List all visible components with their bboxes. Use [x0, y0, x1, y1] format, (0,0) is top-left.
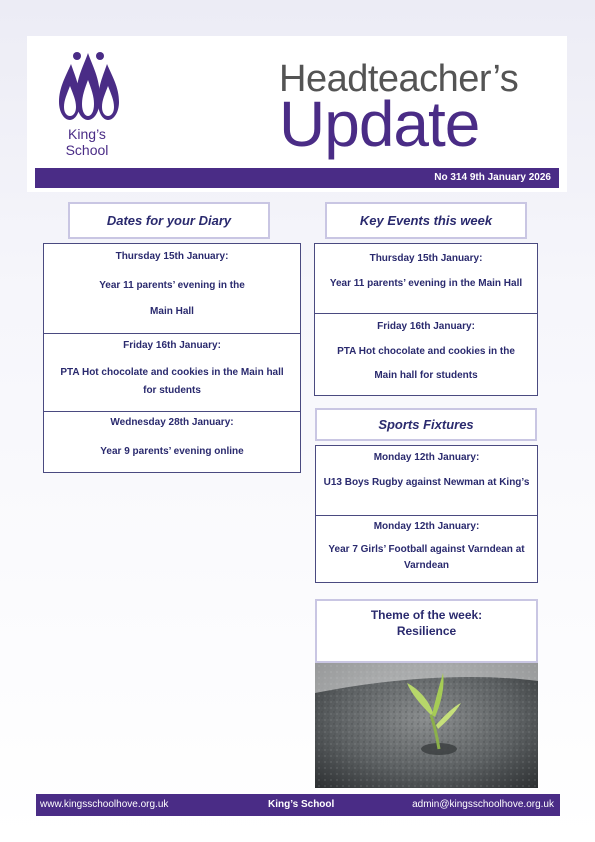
theme-value: Resilience	[396, 624, 457, 638]
school-name	[51, 126, 123, 158]
key-events-panel	[314, 243, 538, 396]
sports-panel	[315, 445, 538, 583]
item-text: for students	[143, 385, 201, 396]
item-date: Friday 16th January:	[377, 321, 475, 332]
item-text: Year 9 parents’ evening online	[100, 446, 244, 457]
theme-heading: Theme of the week:	[370, 608, 483, 622]
school-name-line1: King’s	[68, 126, 106, 142]
item-text: Year 11 parents’ evening in the Main Hall	[329, 278, 523, 289]
list-item	[316, 516, 537, 583]
item-text: U13 Boys Rugby against Newman at King’s	[323, 477, 530, 488]
footer-school-name: King’s School	[268, 799, 335, 810]
item-date: Monday 12th January:	[373, 452, 480, 463]
resilience-sprout-photo	[315, 663, 538, 788]
item-text: PTA Hot chocolate and cookies in the Main hall	[60, 367, 284, 378]
newsletter-title-top: Headteacher’s	[279, 58, 519, 100]
diary-section-title: Dates for your Diary	[68, 202, 270, 239]
item-date: Monday 12th January:	[373, 521, 480, 532]
key-events-section-title: Key Events this week	[325, 202, 527, 239]
diary-panel	[43, 243, 301, 473]
footer-email-link[interactable]: admin@kingsschoolhove.org.uk	[412, 799, 554, 810]
item-text: Main hall for students	[374, 370, 478, 381]
list-item	[44, 244, 300, 334]
issue-bar: No 314 9th January 2026	[35, 168, 559, 188]
list-item	[315, 244, 537, 314]
item-text: Main Hall	[150, 306, 194, 317]
theme-of-week-box	[315, 599, 538, 663]
sprout-image	[315, 663, 538, 788]
item-date: Thursday 15th January:	[115, 251, 229, 262]
footer-website-link[interactable]: www.kingsschoolhove.org.uk	[40, 799, 169, 810]
item-date: Friday 16th January:	[123, 340, 221, 351]
newsletter-header	[27, 36, 567, 192]
school-crest-icon	[56, 50, 122, 122]
newsletter-title-main: Update	[279, 88, 480, 160]
item-text: Varndean	[403, 560, 450, 571]
item-text: Year 7 Girls’ Football against Varndean at	[328, 544, 525, 555]
sports-section-title: Sports Fixtures	[315, 408, 537, 441]
footer-bar	[36, 794, 560, 816]
item-text: PTA Hot chocolate and cookies in the	[337, 346, 515, 357]
item-date: Thursday 15th January:	[369, 253, 483, 264]
list-item	[316, 446, 537, 516]
list-item	[44, 412, 300, 472]
item-date: Wednesday 28th January:	[110, 417, 234, 428]
list-item	[44, 334, 300, 412]
item-text: Year 11 parents’ evening in the	[99, 280, 245, 291]
school-name-line2: School	[65, 142, 109, 158]
list-item	[315, 314, 537, 396]
